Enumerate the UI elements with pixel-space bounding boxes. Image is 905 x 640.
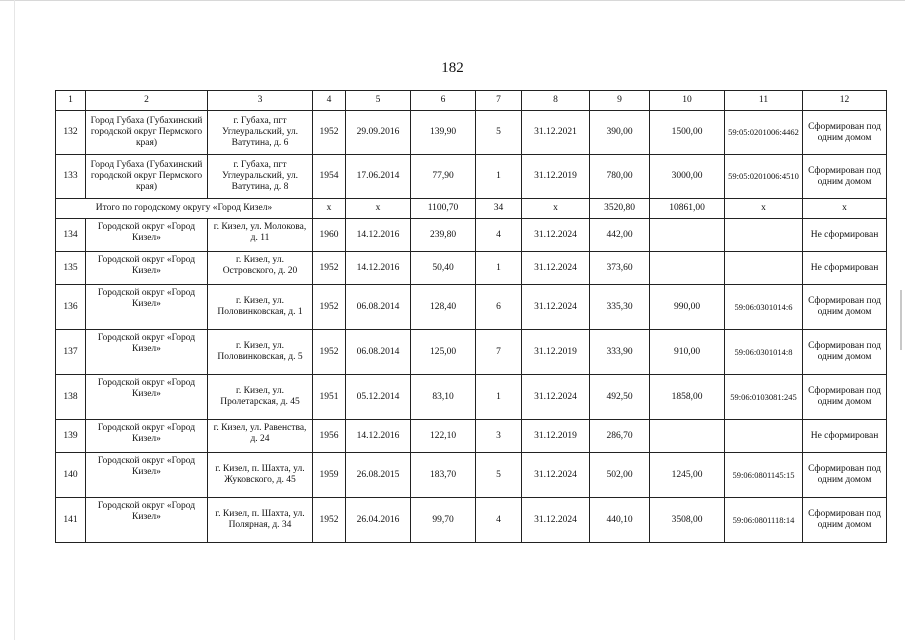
municipality-cell: Городской округ «Город Кизел» (86, 285, 208, 330)
area-cell: 239,80 (411, 219, 476, 252)
total-area2: 3520,80 (590, 199, 650, 219)
residents-cell: 4 (476, 498, 522, 543)
column-number: 5 (346, 91, 411, 111)
deadline-cell: 31.12.2024 (522, 285, 590, 330)
year-cell: 1952 (313, 285, 346, 330)
area-cell: 50,40 (411, 252, 476, 285)
residents-cell: 4 (476, 219, 522, 252)
column-number: 8 (522, 91, 590, 111)
status-cell: Сформирован под одним домом (803, 453, 887, 498)
residents-cell: 7 (476, 330, 522, 375)
date-cell: 29.09.2016 (346, 111, 411, 155)
deadline-cell: 31.12.2019 (522, 420, 590, 453)
value-cell: 910,00 (650, 330, 725, 375)
row-number: 138 (56, 375, 86, 420)
total-date: x (346, 199, 411, 219)
row-number: 136 (56, 285, 86, 330)
column-number-header-row (56, 91, 887, 111)
area-cell: 125,00 (411, 330, 476, 375)
date-cell: 17.06.2014 (346, 155, 411, 199)
municipality-cell: Городской округ «Город Кизел» (86, 375, 208, 420)
municipality-cell: Городской округ «Город Кизел» (86, 420, 208, 453)
column-number: 9 (590, 91, 650, 111)
date-cell: 05.12.2014 (346, 375, 411, 420)
value-cell: 3508,00 (650, 498, 725, 543)
area2-cell: 780,00 (590, 155, 650, 199)
residents-cell: 5 (476, 453, 522, 498)
area2-cell: 335,30 (590, 285, 650, 330)
column-number: 7 (476, 91, 522, 111)
address-cell: г. Кизел, ул. Половинковская, д. 1 (208, 285, 313, 330)
municipality-cell: Городской округ «Город Кизел» (86, 252, 208, 285)
date-cell: 26.04.2016 (346, 498, 411, 543)
row-number: 133 (56, 155, 86, 199)
address-cell: г. Кизел, ул. Равенства, д. 24 (208, 420, 313, 453)
cadastral-cell: 59:06:0801145:15 (725, 453, 803, 498)
row-number: 141 (56, 498, 86, 543)
year-cell: 1960 (313, 219, 346, 252)
total-label: Итого по городскому округу «Город Кизел» (56, 199, 313, 219)
year-cell: 1952 (313, 330, 346, 375)
column-number: 11 (725, 91, 803, 111)
total-value: 10861,00 (650, 199, 725, 219)
total-residents: 34 (476, 199, 522, 219)
value-cell (650, 252, 725, 285)
housing-register-table (55, 90, 887, 543)
status-cell: Сформирован под одним домом (803, 375, 887, 420)
area2-cell: 390,00 (590, 111, 650, 155)
total-year: x (313, 199, 346, 219)
municipality-cell: Городской округ «Город Кизел» (86, 453, 208, 498)
municipality-cell: Городской округ «Город Кизел» (86, 498, 208, 543)
date-cell: 14.12.2016 (346, 219, 411, 252)
status-cell: Не сформирован (803, 420, 887, 453)
address-cell: г. Кизел, ул. Молокова, д. 11 (208, 219, 313, 252)
deadline-cell: 31.12.2024 (522, 453, 590, 498)
year-cell: 1956 (313, 420, 346, 453)
table-row (56, 111, 887, 155)
area-cell: 99,70 (411, 498, 476, 543)
total-status: x (803, 199, 887, 219)
area-cell: 128,40 (411, 285, 476, 330)
value-cell (650, 420, 725, 453)
column-number: 1 (56, 91, 86, 111)
area-cell: 139,90 (411, 111, 476, 155)
address-cell: г. Кизел, п. Шахта, ул. Жуковского, д. 45 (208, 453, 313, 498)
cadastral-cell: 59:05:0201006:4510 (725, 155, 803, 199)
value-cell: 3000,00 (650, 155, 725, 199)
address-cell: г. Кизел, ул. Половинковская, д. 5 (208, 330, 313, 375)
total-area: 1100,70 (411, 199, 476, 219)
cadastral-cell: 59:06:0301014:8 (725, 330, 803, 375)
deadline-cell: 31.12.2024 (522, 219, 590, 252)
cadastral-cell (725, 219, 803, 252)
table-row (56, 375, 887, 420)
date-cell: 06.08.2014 (346, 330, 411, 375)
cadastral-cell: 59:06:0801118:14 (725, 498, 803, 543)
area2-cell: 440,10 (590, 498, 650, 543)
deadline-cell: 31.12.2024 (522, 498, 590, 543)
residents-cell: 1 (476, 252, 522, 285)
total-row (56, 199, 887, 219)
scan-edge-right (900, 290, 902, 350)
row-number: 137 (56, 330, 86, 375)
municipality-cell: Городской округ «Город Кизел» (86, 219, 208, 252)
cadastral-cell: 59:05:0201006:4462 (725, 111, 803, 155)
status-cell: Сформирован под одним домом (803, 330, 887, 375)
column-number: 3 (208, 91, 313, 111)
deadline-cell: 31.12.2024 (522, 375, 590, 420)
column-number: 6 (411, 91, 476, 111)
year-cell: 1959 (313, 453, 346, 498)
year-cell: 1952 (313, 252, 346, 285)
column-number: 12 (803, 91, 887, 111)
deadline-cell: 31.12.2019 (522, 155, 590, 199)
status-cell: Не сформирован (803, 219, 887, 252)
cadastral-cell (725, 252, 803, 285)
status-cell: Сформирован под одним домом (803, 155, 887, 199)
value-cell: 1245,00 (650, 453, 725, 498)
year-cell: 1951 (313, 375, 346, 420)
date-cell: 14.12.2016 (346, 420, 411, 453)
municipality-cell: Город Губаха (Губахинский городской округ Пермского края) (86, 155, 208, 199)
year-cell: 1954 (313, 155, 346, 199)
column-number: 2 (86, 91, 208, 111)
table-row (56, 219, 887, 252)
area2-cell: 502,00 (590, 453, 650, 498)
table-row (56, 420, 887, 453)
area-cell: 122,10 (411, 420, 476, 453)
municipality-cell: Городской округ «Город Кизел» (86, 330, 208, 375)
deadline-cell: 31.12.2021 (522, 111, 590, 155)
area2-cell: 373,60 (590, 252, 650, 285)
year-cell: 1952 (313, 111, 346, 155)
cadastral-cell: 59:06:0103081:245 (725, 375, 803, 420)
table-row (56, 155, 887, 199)
value-cell: 1858,00 (650, 375, 725, 420)
area2-cell: 286,70 (590, 420, 650, 453)
area2-cell: 442,00 (590, 219, 650, 252)
cadastral-cell: 59:06:0301014:6 (725, 285, 803, 330)
cadastral-cell (725, 420, 803, 453)
address-cell: г. Кизел, ул. Пролетарская, д. 45 (208, 375, 313, 420)
table-row (56, 285, 887, 330)
value-cell (650, 219, 725, 252)
page-number: 182 (441, 60, 464, 76)
residents-cell: 1 (476, 375, 522, 420)
address-cell: г. Губаха, пгт Углеуральский, ул. Ватутина, д. 6 (208, 111, 313, 155)
row-number: 135 (56, 252, 86, 285)
date-cell: 14.12.2016 (346, 252, 411, 285)
year-cell: 1952 (313, 498, 346, 543)
status-cell: Сформирован под одним домом (803, 285, 887, 330)
residents-cell: 6 (476, 285, 522, 330)
residents-cell: 3 (476, 420, 522, 453)
table-row (56, 453, 887, 498)
scan-edge-left (14, 0, 15, 640)
residents-cell: 1 (476, 155, 522, 199)
area2-cell: 492,50 (590, 375, 650, 420)
table-row (56, 252, 887, 285)
residents-cell: 5 (476, 111, 522, 155)
table-row (56, 330, 887, 375)
value-cell: 990,00 (650, 285, 725, 330)
date-cell: 26.08.2015 (346, 453, 411, 498)
value-cell: 1500,00 (650, 111, 725, 155)
column-number: 10 (650, 91, 725, 111)
column-number: 4 (313, 91, 346, 111)
address-cell: г. Кизел, ул. Островского, д. 20 (208, 252, 313, 285)
table-row (56, 498, 887, 543)
total-deadline: x (522, 199, 590, 219)
area-cell: 83,10 (411, 375, 476, 420)
row-number: 140 (56, 453, 86, 498)
total-cadastral: x (725, 199, 803, 219)
deadline-cell: 31.12.2024 (522, 252, 590, 285)
status-cell: Сформирован под одним домом (803, 111, 887, 155)
status-cell: Сформирован под одним домом (803, 498, 887, 543)
row-number: 139 (56, 420, 86, 453)
area-cell: 77,90 (411, 155, 476, 199)
address-cell: г. Кизел, п. Шахта, ул. Полярная, д. 34 (208, 498, 313, 543)
scan-edge-top (0, 0, 905, 1)
municipality-cell: Город Губаха (Губахинский городской округ Пермского края) (86, 111, 208, 155)
deadline-cell: 31.12.2019 (522, 330, 590, 375)
row-number: 132 (56, 111, 86, 155)
date-cell: 06.08.2014 (346, 285, 411, 330)
area2-cell: 333,90 (590, 330, 650, 375)
status-cell: Не сформирован (803, 252, 887, 285)
area-cell: 183,70 (411, 453, 476, 498)
address-cell: г. Губаха, пгт Углеуральский, ул. Ватутина, д. 8 (208, 155, 313, 199)
row-number: 134 (56, 219, 86, 252)
